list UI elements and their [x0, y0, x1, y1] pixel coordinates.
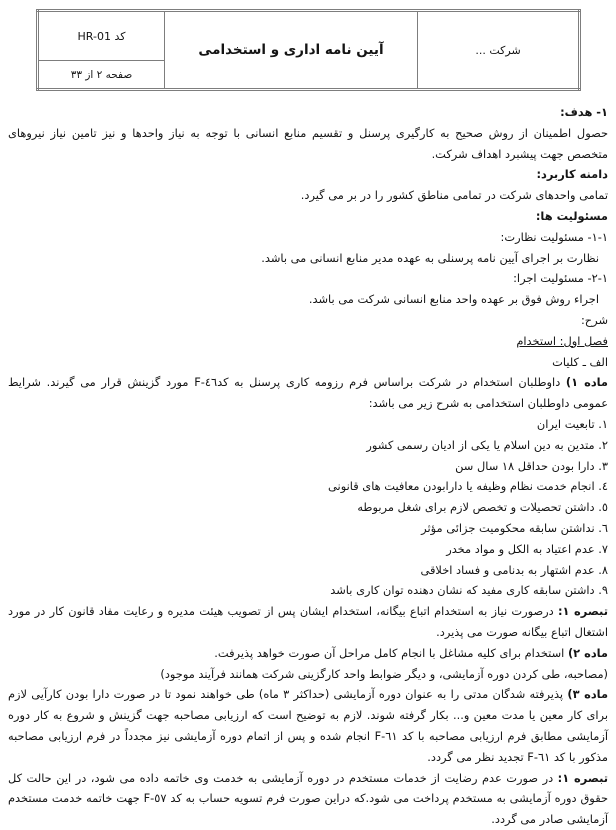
block-text: در صورت عدم رضایت از خدمات مستخدم در دوره آزمایشی به خدمت وی خاتمه داده می شود، در این حالت کل حقوق دوره آزمایشی به مستخدم پرداخت می شود.که دراین صورت فرم تسویه حساب به کد ٥٧-F جهت خاتمه خدمت مستخدم آزمایشی صادر می گردد.	[8, 770, 608, 827]
block-text: فصل اول: استخدام	[516, 333, 608, 348]
text-block	[8, 206, 608, 227]
block-text: الف ـ کلیات	[552, 354, 608, 369]
block-text: ١. تابعیت ایران	[536, 416, 608, 431]
block-text: اجراء روش فوق بر عهده واحد منابع انسانی شرکت می باشد.	[308, 292, 599, 307]
block-text: حصول اطمینان از روش صحیح به کارگیری پرسنل و تقسیم منابع انسانی با توجه به نیاز واحدها و نیز تامین نیاز نیروهای متخصص جهت پیشبرد اهداف شرکت.	[8, 125, 608, 161]
text-block	[8, 497, 608, 518]
header	[36, 9, 581, 91]
text-block	[8, 331, 608, 352]
document-title: آیین نامه اداری و استخدامی	[165, 11, 418, 90]
block-lead: ماده ٢)	[567, 645, 608, 660]
text-block	[8, 289, 608, 310]
block-text: ٣. دارا بودن حداقل ١٨ سال سن	[455, 458, 608, 473]
text-block	[8, 372, 608, 414]
block-text: ١-١- مسئولیت نظارت:	[500, 229, 608, 244]
block-text: ٧. عدم اعتیاد به الکل و مواد مخدر	[446, 541, 608, 556]
block-lead: مسئولیت ها:	[535, 208, 608, 223]
text-block	[8, 185, 608, 206]
page-number: صفحه ٢ از ٣٣	[38, 61, 165, 90]
text-block	[8, 248, 608, 269]
block-lead: ماده ٣)	[567, 687, 609, 702]
text-block	[8, 102, 608, 123]
block-lead: تبصره ١:	[557, 770, 608, 785]
text-block	[8, 164, 608, 185]
text-block	[8, 539, 608, 560]
text-block	[8, 456, 608, 477]
text-block	[8, 601, 608, 643]
document-body	[8, 102, 608, 830]
block-text: ٥. داشتن تحصیلات و تخصص لازم برای شغل مربوطه	[357, 500, 608, 515]
block-text: شرح:	[580, 312, 608, 327]
text-block	[8, 664, 608, 685]
text-block	[8, 268, 608, 289]
block-lead: ماده ١)	[565, 375, 608, 390]
block-text: (مصاحبه، طی کردن دوره آزمایشی، و دیگر ضوابط واحد کارگزینی شرکت همانند فرآیند موجود)	[160, 666, 608, 681]
document-code: کد HR-01	[38, 11, 165, 61]
text-block	[8, 768, 608, 830]
block-lead: دامنه کاربرد:	[536, 167, 608, 182]
block-text: استخدام برای کلیه مشاغل با انجام کامل مراحل آن صورت خواهد پذیرفت.	[214, 645, 568, 660]
text-block	[8, 123, 608, 165]
block-text: ١-٢- مسئولیت اجرا:	[513, 271, 608, 286]
block-text: ٩. داشتن سابقه کاری مفید که نشان دهنده توان کاری باشد	[330, 583, 608, 598]
text-block	[8, 435, 608, 456]
block-text: ٢. متدین به دین اسلام یا یکی از ادیان رسمی کشور	[366, 437, 608, 452]
block-lead: ١- هدف:	[560, 105, 608, 119]
block-lead: تبصره ١:	[557, 604, 608, 619]
block-text: ٨. عدم اشتهار به بدنامی و فساد اخلاقی	[420, 562, 608, 577]
block-text: تمامی واحدهای شرکت در تمامی مناطق کشور را در بر می گیرد.	[300, 188, 608, 203]
text-block	[8, 684, 608, 767]
header-table	[36, 9, 581, 91]
text-block	[8, 310, 608, 331]
block-text: ٦. نداشتن سابقه محکومیت جزائی مؤثر	[421, 520, 608, 535]
block-text: درصورت نیاز به استخدام اتباع بیگانه، استخدام ایشان پس از تصویب هیئت مدیره و رعایت مفاد قانون کار در مورد اشتغال اتباع بیگانه صورت می پذیرد.	[8, 604, 608, 639]
document-page	[0, 9, 616, 827]
text-block	[8, 643, 608, 664]
text-block	[8, 227, 608, 248]
text-block	[8, 352, 608, 373]
text-block	[8, 560, 608, 581]
block-text: ٤. انجام خدمت نظام وظیفه یا دارابودن معافیت های قانونی	[328, 479, 608, 494]
text-block	[8, 414, 608, 435]
company-cell: شرکت ...	[418, 11, 580, 90]
text-block	[8, 476, 608, 497]
block-text: پذیرفته شدگان مدتی را به عنوان دوره آزمایشی (حداکثر ٣ ماه) طی خواهند نمود تا در صورت دارا بودن کارآیی لازم برای کار معین یا مدت معین و... بکار گرفته شوند. لازم به توضیح است که ارزیابی مصاحبه جهت گزینش و شروع به کار دوره آزمایشی مطابق فرم ارزیابی مصاحبه با کد ٦١-F انجام شده و پس از اتمام دوره آزمایشی نیز مجدداً در فرم ارزیابی مصاحبه مذکور با کد ٦١-F تجدید نظر می گردد.	[8, 687, 608, 764]
text-block	[8, 518, 608, 539]
text-block	[8, 580, 608, 601]
block-text: داوطلبان استخدام در شرکت براساس فرم رزومه کاری پرسنل به کد٤٦-F مورد گزینش قرار می گیرند. شرایط عمومی داوطلبان استخدامی به شرح زیر می باشد:	[8, 375, 608, 411]
block-text: نظارت بر اجرای آیین نامه پرسنلی به عهده مدیر منابع انسانی می باشد.	[261, 250, 599, 265]
